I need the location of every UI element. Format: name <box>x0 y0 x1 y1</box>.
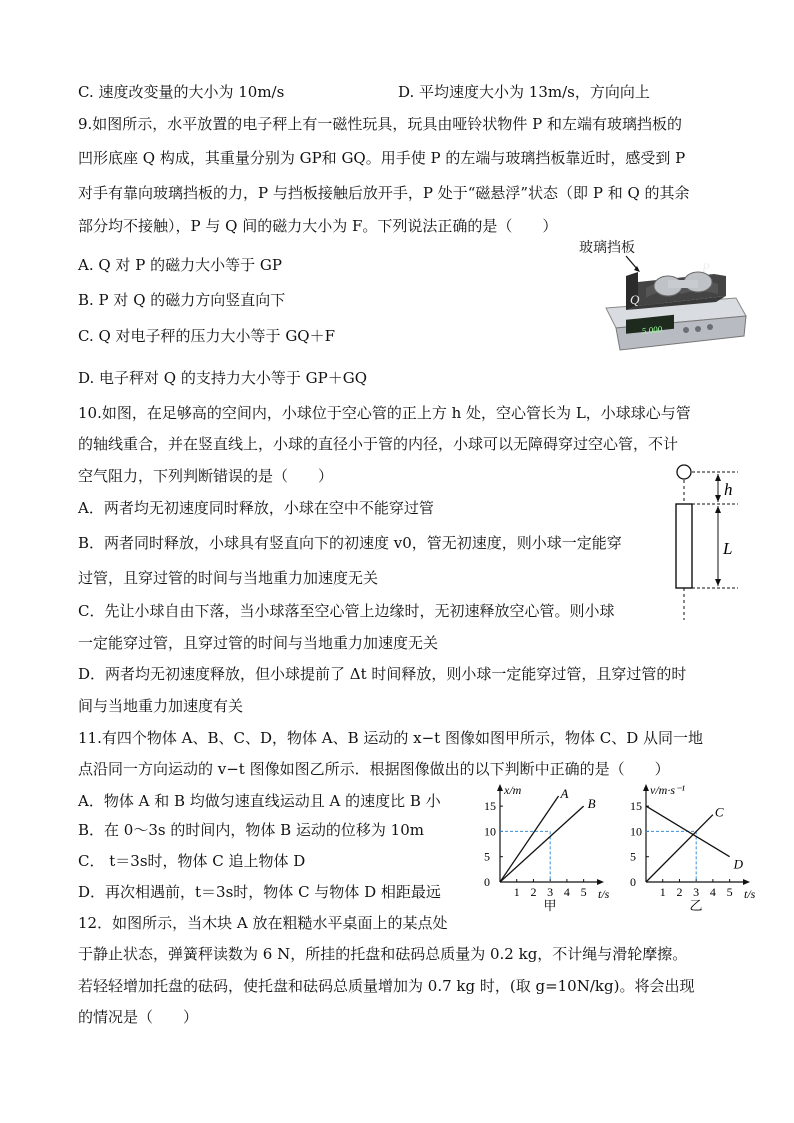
q12-stem-line3: 若轻轻增加托盘的砝码，使托盘和砝码总质量增加为 0.7 kg 时，(取 g=10N/kg)。将会出现 <box>78 977 695 995</box>
y-tick-label: 15 <box>630 799 642 814</box>
q10-option-c-line1: C．先让小球自由下落，当小球落至空心管上边缘时，无初速释放空心管。则小球 <box>78 602 615 620</box>
scale-figure <box>579 236 752 356</box>
svg-text:P: P <box>702 260 710 275</box>
ball <box>677 465 691 479</box>
x-tick-label: 3 <box>547 885 554 899</box>
q11-stem-line2: 点沿同一方向运动的 v−t 图像如图乙所示．根据图像做出的以下判断中正确的是（ ） <box>78 760 670 778</box>
x-tick-label: 1 <box>513 885 520 899</box>
series-line-B <box>500 806 584 882</box>
q12-stem-line1: 12．如图所示，当木块 A 放在粗糙水平桌面上的某点处 <box>78 914 448 932</box>
series-label-A: A <box>560 786 569 801</box>
q9-option-c: C. Q 对电子秤的压力大小等于 GQ＋F <box>78 327 336 345</box>
option-c: C. 速度改变量的大小为 10m/s <box>78 83 285 101</box>
x-axis-label: t/s <box>744 887 756 901</box>
y-tick-label: 15 <box>484 799 496 814</box>
q9-stem-line3: 对手有靠向玻璃挡板的力，P 与挡板接触后放开手，P 处于“磁悬浮”状态（即 P 和 Q 的其余 <box>78 184 690 202</box>
q10-stem-line1: 10.如图，在足够高的空间内，小球位于空心管的正上方 h 处，空心管长为 L，小球球心与管 <box>78 404 691 422</box>
x-axis-arrow <box>743 879 750 885</box>
y-axis-arrow <box>497 784 503 791</box>
q9-option-d: D. 电子秤对 Q 的支持力大小等于 GP＋GQ <box>78 369 367 387</box>
q10-stem-line2: 的轴线重合，并在竖直线上，小球的直径小于管的内径，小球可以无障碍穿过空心管，不计 <box>78 435 679 453</box>
q10-option-d-line2: 间与当地重力加速度有关 <box>78 697 244 715</box>
tube-figure <box>668 462 748 622</box>
x-axis-arrow <box>597 879 604 885</box>
series-label-B: B <box>587 796 596 812</box>
q10-option-b-line1: B．两者同时释放，小球具有竖直向下的初速度 v0，管无初速度，则小球一定能穿 <box>78 534 622 552</box>
x-tick-label: 1 <box>659 885 666 899</box>
q10-option-c-line2: 一定能穿过管，且穿过管的时间与当地重力加速度无关 <box>78 634 439 652</box>
q11-option-b: B．在 0～3s 的时间内，物体 B 运动的位移为 10m <box>78 821 424 839</box>
series-line-C <box>646 815 713 882</box>
q10-stem-line3: 空气阻力，下列判断错误的是（ ） <box>78 467 334 485</box>
x-tick-label: 4 <box>709 885 716 899</box>
x-tick-label: 4 <box>563 885 570 899</box>
q9-option-a: A. Q 对 P 的磁力大小等于 GP <box>78 256 282 274</box>
x-tick-label: 2 <box>676 885 683 899</box>
chart-caption: 乙 <box>689 898 703 913</box>
y-tick-label: 5 <box>484 849 490 864</box>
q12-stem-line4: 的情况是（ ） <box>78 1008 199 1026</box>
y-axis-label: x/m <box>504 783 522 797</box>
q9-stem-line4: 部分均不接触），P 与 Q 间的磁力大小为 F。下列说法正确的是（ ） <box>78 217 558 235</box>
q12-stem-line2: 于静止状态，弹簧秤读数为 6 N，所挂的托盘和砝码总质量为 0.2 kg，不计绳与滑轮摩擦。 <box>78 945 688 963</box>
y-axis-label: v/m·s⁻¹ <box>650 783 685 797</box>
q10-option-d-line1: D．两者均无初速度释放，但小球提前了 Δt 时间释放，则小球一定能穿过管，且穿过管的时 <box>78 665 687 683</box>
q10-option-b-line2: 过管，且穿过管的时间与当地重力加速度无关 <box>78 569 379 587</box>
svg-text:Q: Q <box>630 292 640 307</box>
q11-option-d: D．再次相遇前，t＝3s时，物体 C 与物体 D 相距最远 <box>78 883 441 901</box>
q10-option-a: A．两者均无初速度同时释放，小球在空中不能穿过管 <box>78 499 434 517</box>
x-tick-label: 5 <box>726 885 733 899</box>
x-tick-label: 3 <box>693 885 700 899</box>
L-label: L <box>723 539 733 558</box>
svg-text:5.000: 5.000 <box>642 324 663 337</box>
chart-yi <box>616 784 756 914</box>
q11-stem-line1: 11.有四个物体 A、B、C、D，物体 A、B 运动的 x−t 图像如图甲所示，物体 C、D 从同一地 <box>78 729 704 747</box>
x-axis-label: t/s <box>598 887 610 901</box>
y-axis-arrow <box>643 784 649 791</box>
y-tick-label: 0 <box>630 875 636 889</box>
q9-stem-line1: 9.如图所示，水平放置的电子秤上有一磁性玩具，玩具由哑铃状物件 P 和左端有玻璃挡板的 <box>78 115 682 133</box>
series-label-C: C <box>714 804 724 820</box>
chart-jia <box>470 784 610 914</box>
option-d: D. 平均速度大小为 13m/s，方向向上 <box>398 83 650 101</box>
y-tick-label: 5 <box>630 849 636 864</box>
q9-option-b: B. P 对 Q 的磁力方向竖直向下 <box>78 291 286 309</box>
hollow-tube <box>676 504 692 588</box>
h-label: h <box>724 480 733 499</box>
x-tick-label: 2 <box>530 885 537 899</box>
q11-option-a: A．物体 A 和 B 均做匀速直线运动且 A 的速度比 B 小 <box>78 792 441 810</box>
glass-label: 玻璃挡板 <box>579 241 635 256</box>
y-tick-label: 10 <box>630 824 642 839</box>
y-tick-label: 0 <box>484 875 490 889</box>
series-label-D: D <box>733 856 744 872</box>
q11-option-c: C． t＝3s时，物体 C 追上物体 D <box>78 852 306 870</box>
x-tick-label: 5 <box>580 885 587 899</box>
q9-stem-line2: 凹形底座 Q 构成，其重量分别为 GP和 GQ。用手使 P 的左端与玻璃挡板靠近时，感受到 P <box>78 149 686 167</box>
chart-caption: 甲 <box>543 898 557 913</box>
y-tick-label: 10 <box>484 824 496 839</box>
